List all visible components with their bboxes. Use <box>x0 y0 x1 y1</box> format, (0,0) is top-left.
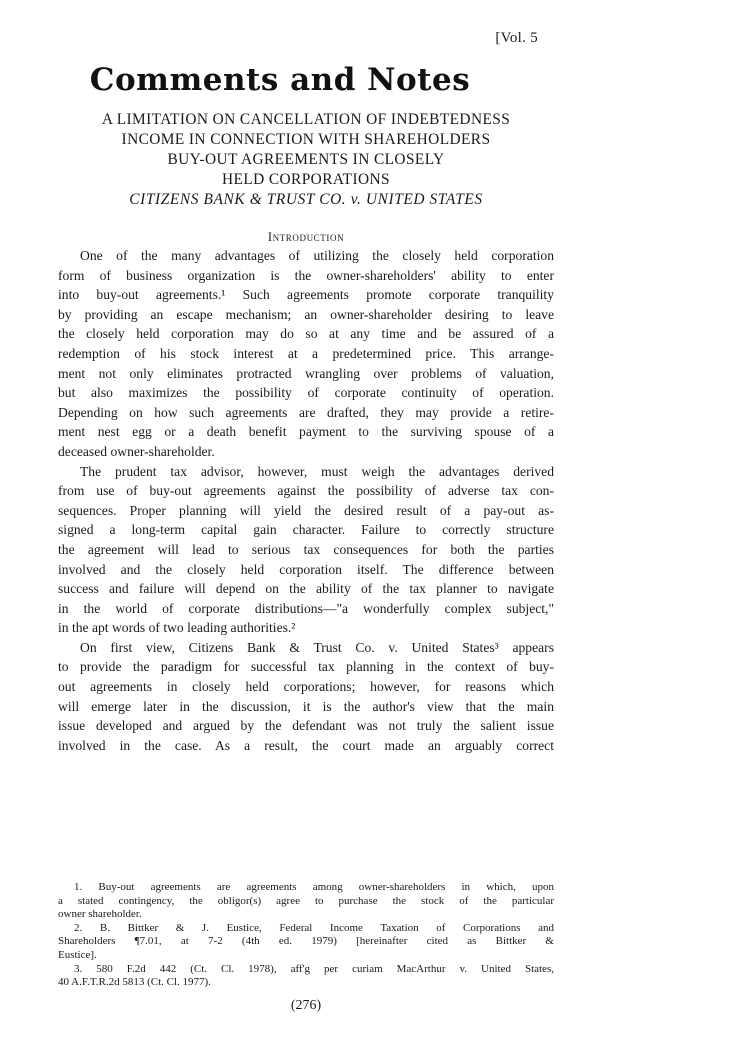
body-text <box>58 246 554 755</box>
article-title-line: BUY-OUT AGREEMENTS IN CLOSELY <box>167 151 445 168</box>
footnote-line: 3. 580 F.2d 442 (Ct. Cl. 1978), aff'g per curiam MacArthur v. United States, <box>74 962 554 975</box>
article-title-line: A LIMITATION ON CANCELLATION OF INDEBTEDNESS <box>101 111 511 128</box>
body-line: but also maximizes the possibility of corporate continuity of operation. <box>58 385 554 401</box>
case-title: CITIZENS BANK & TRUST CO. v. UNITED STATES <box>129 191 483 208</box>
footnote-line: Shareholders ¶7.01, at 7-2 (4th ed. 1979) [hereinafter cited as Bittker & <box>58 935 554 948</box>
article-title-line: INCOME IN CONNECTION WITH SHAREHOLDERS <box>121 131 491 148</box>
footnote-line: Eustice]. <box>58 948 97 961</box>
footnote-line: 2. B. Bittker & J. Eustice, Federal Income Taxation of Corporations and <box>74 921 554 934</box>
body-line: from use of buy-out agreements against the possibility of adverse tax con- <box>58 483 554 499</box>
body-line: issue developed and argued by the defendant was not truly the salient issue <box>58 718 554 734</box>
body-line: involved in the case. As a result, the court made an arguably correct <box>58 737 554 753</box>
article-title-line: HELD CORPORATIONS <box>222 171 390 188</box>
body-line: ment nest egg or a death benefit payment to the surviving spouse of a <box>58 424 554 440</box>
footnotes <box>58 881 554 990</box>
body-line: redemption of his stock interest at a predetermined price. This arrange- <box>58 345 554 361</box>
footnote-line: a stated contingency, the obligor(s) agree to purchase the stock of the particular <box>58 894 554 907</box>
body-line: signed a long-term capital gain character. Failure to correctly structure <box>58 522 554 538</box>
body-line: the closely held corporation may do so at any time and be assured of a <box>58 326 554 342</box>
body-line: sequences. Proper planning will yield the desired result of a pay-out as- <box>58 502 554 518</box>
body-line: in the apt words of two leading authorities.² <box>58 620 296 636</box>
body-line: the agreement will lead to serious tax consequences for both the parties <box>58 541 554 557</box>
body-line: in the world of corporate distributions—"a wonderfully complex subject," <box>58 600 554 616</box>
footnote-line: 40 A.F.T.R.2d 5813 (Ct. Cl. 1977). <box>58 976 211 989</box>
footnote-line: 1. Buy-out agreements are agreements among owner-shareholders in which, upon <box>74 881 554 893</box>
article-title <box>50 110 562 190</box>
volume-header: [Vol. 5 <box>495 30 538 46</box>
body-line: ment not only eliminates protracted wrangling over problems of valuation, <box>58 365 554 381</box>
footnote-line: owner shareholder. <box>58 908 142 921</box>
body-line: into buy-out agreements.¹ Such agreements promote corporate tranquility <box>58 287 554 303</box>
section-heading: Introduction <box>267 230 345 244</box>
body-line: form of business organization is the owner-shareholders' ability to enter <box>58 267 554 283</box>
body-line: to provide the paradigm for successful tax planning in the context of buy- <box>58 659 554 675</box>
body-line: will emerge later in the discussion, it is the author's view that the main <box>58 698 554 714</box>
body-line: out agreements in closely held corporations; however, for reasons which <box>58 679 554 695</box>
body-line: involved and the closely held corporation itself. The difference between <box>58 561 554 577</box>
body-line: success and failure will depend on the ability of the tax planner to navigate <box>58 581 554 597</box>
body-line: On first view, Citizens Bank & Trust Co. v. United States³ appears <box>80 639 554 655</box>
body-line: The prudent tax advisor, however, must weigh the advantages derived <box>80 463 554 479</box>
body-line: One of the many advantages of utilizing the closely held corporation <box>80 248 554 263</box>
body-line: Depending on how such agreements are drafted, they may provide a retire- <box>58 404 554 420</box>
section-title: Comments and Notes <box>89 62 471 98</box>
page-number: (276) <box>290 998 322 1013</box>
body-line: by providing an escape mechanism; an owner-shareholder desiring to leave <box>58 306 554 322</box>
body-line: deceased owner-shareholder. <box>58 443 215 459</box>
